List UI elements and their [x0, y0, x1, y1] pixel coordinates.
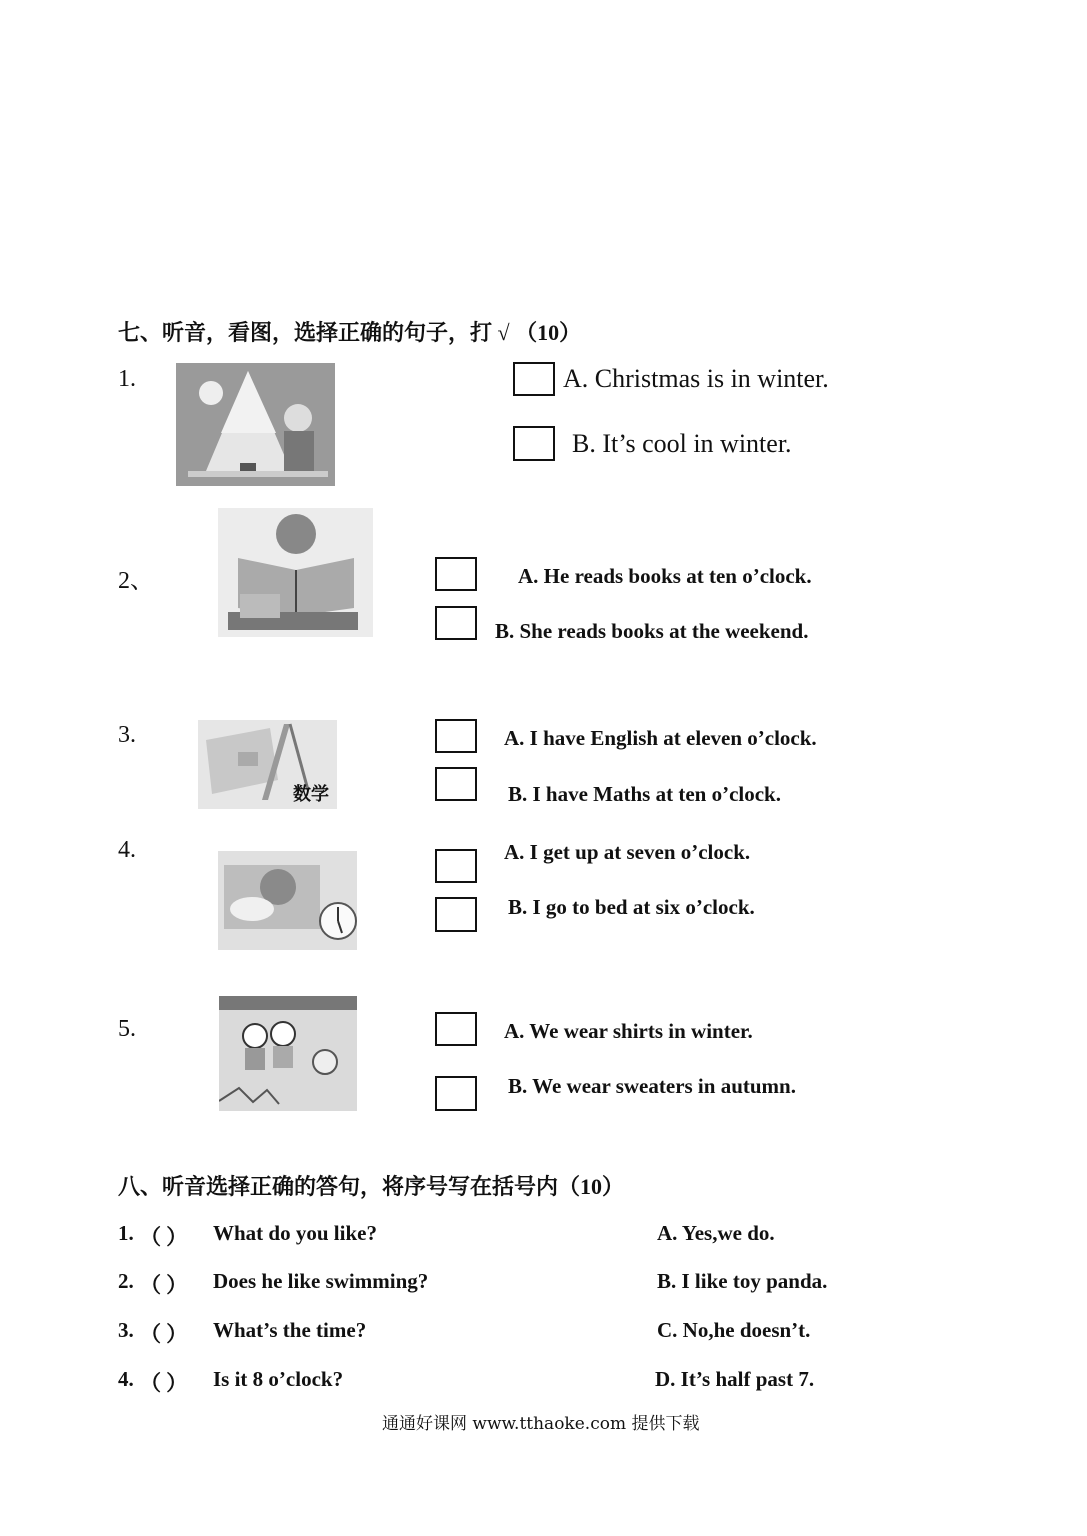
bedtime-picture [218, 851, 357, 950]
section8-title: 八、听音选择正确的答句，将序号写在括号内（10） [118, 1174, 625, 1199]
answer-bracket[interactable]: （ ） [140, 1322, 188, 1346]
answer-option: C. No,he doesn’t. [657, 1318, 811, 1342]
row-number: 3. [118, 1318, 134, 1342]
row-number: 4. [118, 1367, 134, 1391]
answer-bracket[interactable]: （ ） [140, 1273, 188, 1297]
option-5b: B. We wear sweaters in autumn. [508, 1074, 796, 1098]
row-number: 2. [118, 1269, 134, 1293]
answer-bracket[interactable]: （ ） [140, 1225, 188, 1249]
checkbox-4a[interactable] [435, 849, 477, 883]
section7-title: 七、听音，看图，选择正确的句子，打 √ （10） [118, 320, 582, 345]
question-number: 1. [118, 366, 136, 392]
question-number: 3. [118, 722, 136, 748]
question-text: Does he like swimming? [213, 1269, 429, 1293]
question-text: What do you like? [213, 1221, 377, 1245]
question-number: 5. [118, 1016, 136, 1042]
checkbox-4b[interactable] [435, 897, 477, 932]
option-4a: A. I get up at seven o’clock. [504, 840, 751, 864]
option-2a: A. He reads books at ten o’clock. [518, 564, 812, 588]
question-text: What’s the time? [213, 1318, 367, 1342]
option-1b: B. It’s cool in winter. [572, 429, 792, 458]
checkbox-1a[interactable] [513, 362, 555, 396]
checkbox-5b[interactable] [435, 1076, 477, 1111]
checkbox-3b[interactable] [435, 767, 477, 801]
question-number: 2、 [118, 568, 154, 594]
option-2b: B. She reads books at the weekend. [495, 619, 809, 643]
option-1a: A. Christmas is in winter. [563, 364, 829, 393]
winter-children-picture [219, 996, 357, 1111]
answer-option: A. Yes,we do. [657, 1221, 775, 1245]
maths-label: 数学 [293, 784, 329, 805]
checkbox-2a[interactable] [435, 557, 477, 591]
checkbox-2b[interactable] [435, 606, 477, 640]
question-number: 4. [118, 837, 136, 863]
row-number: 1. [118, 1221, 134, 1245]
reading-picture [218, 508, 373, 637]
answer-bracket[interactable]: （ ） [140, 1371, 188, 1395]
question-text: Is it 8 o’clock? [213, 1367, 344, 1391]
answer-option: D. It’s half past 7. [655, 1367, 815, 1391]
christmas-tree-picture [176, 363, 335, 486]
checkbox-3a[interactable] [435, 719, 477, 753]
option-3b: B. I have Maths at ten o’clock. [508, 782, 781, 806]
option-5a: A. We wear shirts in winter. [504, 1019, 753, 1043]
footer-text: 通通好课网 www.tthaoke.com 提供下载 [382, 1414, 700, 1434]
option-3a: A. I have English at eleven o’clock. [504, 726, 817, 750]
option-4b: B. I go to bed at six o’clock. [508, 895, 755, 919]
checkbox-1b[interactable] [513, 426, 555, 461]
answer-option: B. I like toy panda. [657, 1269, 828, 1293]
checkbox-5a[interactable] [435, 1012, 477, 1046]
